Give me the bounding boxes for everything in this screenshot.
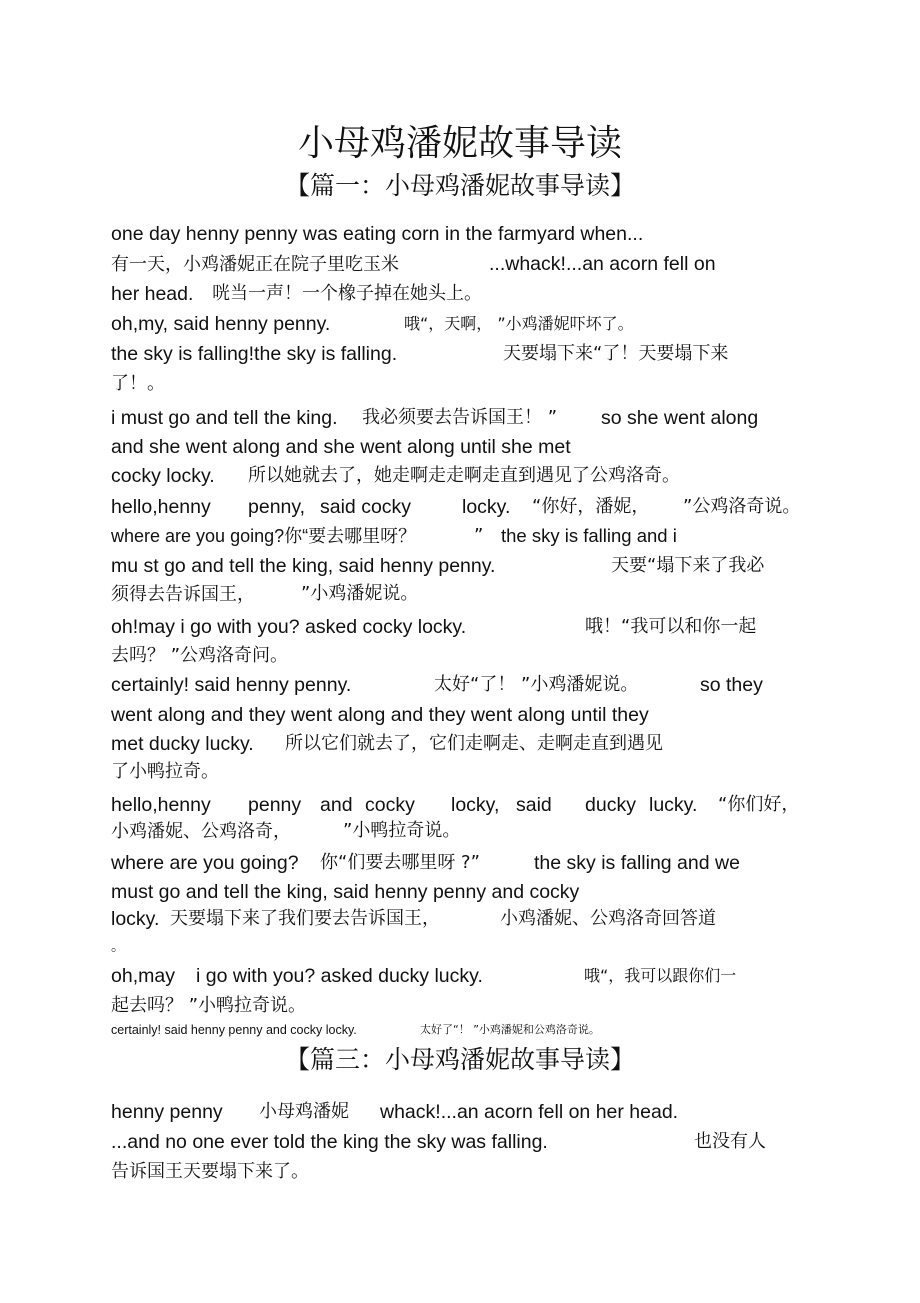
text-line (111, 702, 649, 728)
segment: ducky (585, 794, 636, 816)
text-line (111, 850, 740, 876)
text-line (111, 553, 765, 579)
text-line (111, 758, 219, 785)
text-line (111, 405, 759, 431)
segment: penny (248, 794, 302, 816)
text-line (111, 879, 579, 905)
text-line (111, 614, 757, 640)
segment: ”公鸡洛奇说。 (683, 496, 801, 517)
text-line (111, 992, 306, 1019)
text-line (111, 581, 419, 608)
segment: 太好“了！ ”小鸡潘妮说。 (434, 674, 639, 695)
segment: 告诉国王天要塌下来了。 (111, 1161, 309, 1182)
segment: so they (700, 674, 763, 696)
segment: cocky (365, 794, 415, 816)
segment: went along and they went along and they went along until they (111, 704, 649, 726)
text-line (111, 818, 461, 845)
segment: whack!...an acorn fell on her head. (380, 1101, 679, 1123)
segment: certainly! said henny penny. (111, 674, 352, 696)
segment: 你“们要去哪里呀 ?” (320, 852, 480, 873)
segment: and she went along and she went along until she met (111, 436, 571, 458)
segment: met ducky lucky. (111, 733, 254, 755)
segment: the sky is falling!the sky is falling. (111, 343, 398, 365)
page-title: 小母鸡潘妮故事导读 (297, 123, 622, 164)
segment: so she went along (601, 407, 759, 429)
segment: certainly! said henny penny and cocky locky. (111, 1023, 357, 1037)
text-line (111, 792, 800, 818)
segment: 小母鸡潘妮 (259, 1101, 349, 1122)
segment: “你们好， (718, 794, 800, 815)
text-line (111, 370, 165, 397)
segment: 了！。 (111, 373, 165, 394)
segment: where are you going?你“要去哪里呀？ (111, 526, 417, 546)
segment: mu st go and tell the king, said henny penny. (111, 555, 496, 577)
segment: said (516, 794, 552, 816)
segment: 天要塌下来“了！天要塌下来 (503, 343, 729, 364)
text-line (111, 221, 643, 247)
segment: 须得去告诉国王， (111, 584, 255, 605)
segment: oh,may (111, 965, 175, 987)
segment: “你好，潘妮， (532, 496, 650, 517)
segment: ...whack!...an acorn fell on (489, 253, 716, 275)
segment: 去吗？ ”公鸡洛奇问。 (111, 645, 289, 666)
segment: ”小鸭拉奇说。 (343, 820, 461, 841)
text-line (111, 906, 716, 932)
text-line (111, 935, 125, 957)
segment: 咣当一声！一个橡子掉在她头上。 (212, 283, 482, 304)
section-heading: 【篇一：小母鸡潘妮故事导读】 (284, 171, 635, 200)
segment: 所以它们就去了，它们走啊走、走啊走直到遇见 (285, 733, 663, 754)
segment: hello,henny (111, 794, 211, 816)
segment: i must go and tell the king. (111, 407, 338, 429)
segment: 我必须要去告诉国王！ ” (362, 407, 558, 428)
text-line (111, 434, 571, 460)
segment: henny penny (111, 1101, 223, 1123)
segment: ...and no one ever told the king the sky was falling. (111, 1131, 548, 1153)
text-line (111, 341, 729, 367)
segment: i go with you? asked ducky lucky. (196, 965, 483, 987)
segment: 哦“，天啊， ”小鸡潘妮吓坏了。 (404, 314, 634, 333)
text-line (111, 731, 663, 757)
segment: one day henny penny was eating corn in the farmyard when... (111, 223, 644, 245)
segment: 天要塌下来了我们要去告诉国王， (170, 908, 440, 929)
text-line (111, 1099, 679, 1125)
segment: 所以她就去了，她走啊走走啊走直到遇见了公鸡洛奇。 (248, 465, 680, 486)
segment: 小鸡潘妮、公鸡洛奇回答道 (500, 908, 716, 929)
segment: must go and tell the king, said henny penny and cocky (111, 881, 580, 903)
segment: 有一天，小鸡潘妮正在院子里吃玉米 (111, 254, 399, 275)
segment: 起去吗？ ”小鸭拉奇说。 (111, 995, 307, 1016)
segment: cocky locky. (111, 465, 215, 487)
segment: oh,my, said henny penny. (111, 313, 331, 335)
segment: ” (474, 525, 484, 546)
segment: 也没有人 (694, 1131, 766, 1152)
text-line (111, 642, 288, 669)
segment: 太好了“！ ”小鸡潘妮和公鸡洛奇说。 (420, 1023, 600, 1036)
text-line (111, 251, 716, 278)
segment: lucky. (649, 794, 698, 816)
text-line (111, 672, 763, 698)
segment: the sky is falling and we (534, 852, 740, 874)
text-line (111, 1129, 766, 1155)
segment: hello,henny (111, 496, 211, 518)
text-line (111, 1022, 600, 1038)
text-line (111, 494, 801, 520)
segment: the sky is falling and i (501, 525, 677, 546)
text-line (111, 311, 634, 337)
segment: where are you going? (111, 852, 299, 874)
segment: 哦！“我可以和你一起 (585, 616, 757, 637)
segment: locky. (462, 496, 511, 518)
text-line (111, 523, 677, 549)
segment: locky, (451, 794, 500, 816)
segment: said cocky (320, 496, 412, 518)
text-line (111, 281, 482, 307)
segment: 小鸡潘妮、公鸡洛奇， (111, 821, 291, 842)
segment: 哦“，我可以跟你们一 (584, 966, 737, 985)
text-line (111, 463, 680, 489)
segment: oh!may i go with you? asked cocky locky. (111, 616, 467, 638)
segment: 天要“塌下来了我必 (611, 555, 765, 576)
text-line (111, 1158, 309, 1185)
section-heading: 【篇三：小母鸡潘妮故事导读】 (284, 1045, 635, 1074)
segment: locky. (111, 908, 160, 930)
segment: her head. (111, 283, 194, 305)
segment: penny, (248, 496, 306, 518)
text-line (111, 963, 737, 989)
segment: and (320, 794, 353, 816)
segment: 。 (111, 939, 125, 955)
segment: 了小鸭拉奇。 (111, 761, 219, 782)
segment: ”小鸡潘妮说。 (301, 583, 419, 604)
